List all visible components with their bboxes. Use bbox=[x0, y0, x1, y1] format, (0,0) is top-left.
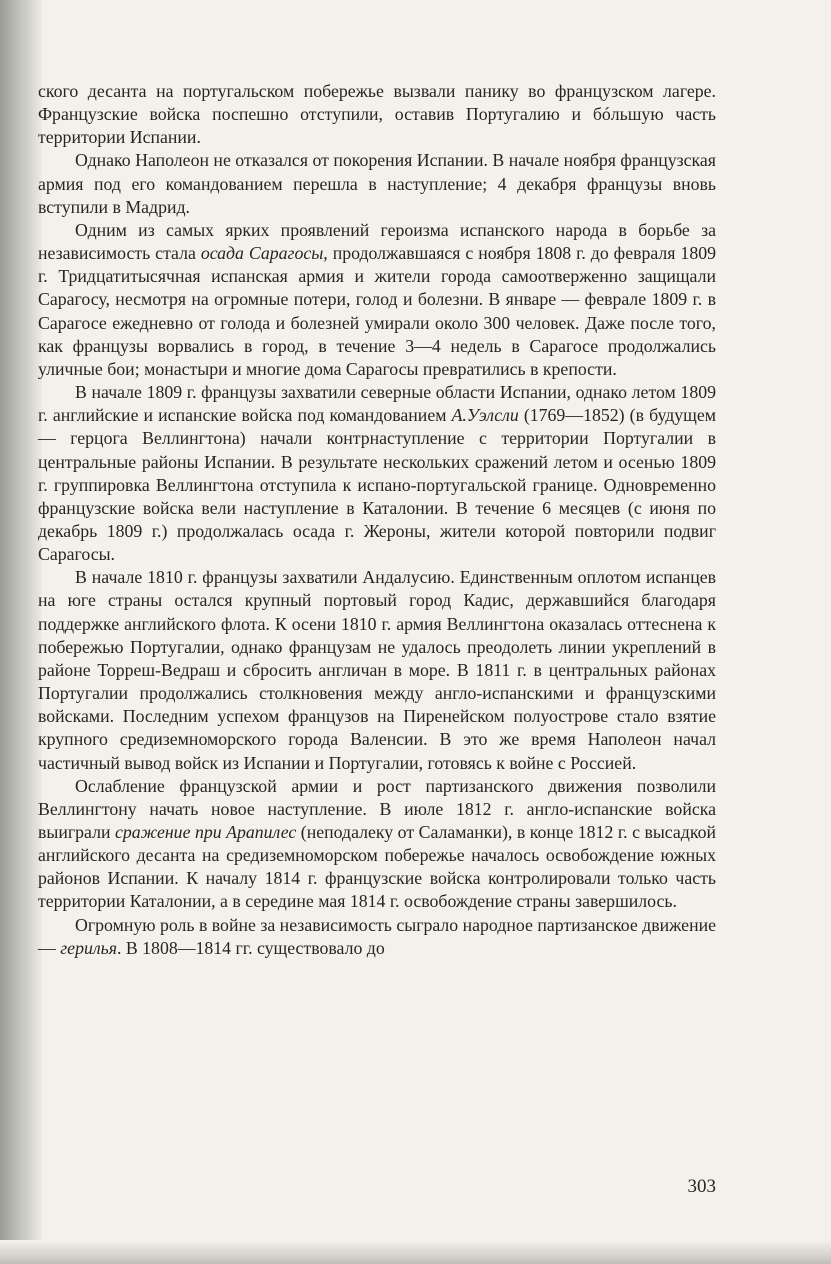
paragraph bbox=[38, 149, 716, 218]
text-run: Огромную роль в войне за независимость сыграло народное партизанское движение — bbox=[38, 914, 716, 958]
italic-term: осада Сарагосы bbox=[200, 243, 324, 264]
text-run: (1769—1852) (в будущем — герцога Веллингтона) начали контрнаступление с территории Португалии в центральные районы Испании. В результате нескольких сражений летом и осенью 1809 г. группировка Веллингтона отступила к испано-португальской границе. Одновременно французские войска вели наступление в Каталонии. В течение 6 месяцев (с июня по декабрь 1809 г.) продолжалась осада г. Жероны, жители которой повторили подвиг Сарагосы. bbox=[38, 405, 716, 565]
text-run: В начале 1809 г. французы захватили северные области Испании, однако летом 1809 г. английские и испанские войска под командованием bbox=[38, 382, 716, 426]
text-run: . В 1808—1814 гг. существовало до bbox=[116, 937, 385, 958]
text-run: ского десанта на португальском побережье вызвали панику во французском лагере. Французские войска поспешно отступили, оставив Португалию и бóльшую часть территории Испании. bbox=[38, 81, 716, 148]
page-bottom-edge bbox=[0, 1240, 831, 1264]
italic-term: сражение при Арапилес bbox=[114, 822, 297, 842]
italic-term: А.Уэлсли bbox=[451, 405, 519, 426]
paragraph bbox=[38, 80, 716, 149]
paragraph bbox=[38, 381, 716, 566]
italic-term: герилья bbox=[60, 937, 117, 958]
book-spine-shadow bbox=[0, 0, 42, 1264]
text-run: Однако Наполеон не отказался от покорения Испании. В начале ноября французская армия под его командованием перешла в наступление; 4 декабря французы вновь вступили в Мадрид. bbox=[38, 150, 716, 217]
text-run: Одним из самых ярких проявлений героизма испанского народа в борьбе за независимость стала bbox=[38, 219, 716, 264]
paragraph bbox=[38, 914, 716, 960]
body-text bbox=[38, 80, 716, 960]
text-run: Ослабление французской армии и рост партизанского движения позволили Веллингтону начать новое наступление. В июле 1812 г. англо-испанские войска выиграли bbox=[38, 775, 716, 842]
page-number: 303 bbox=[687, 1176, 716, 1197]
text-run: (неподалеку от Саламанки), в конце 1812 г. с высадкой английского десанта на средиземноморском побережье началось освобождение южных районов Испании. К началу 1814 г. французские войска контролировали только часть территории Каталонии, а в середине мая 1814 г. освобождение страны завершилось. bbox=[38, 822, 716, 912]
text-run: В начале 1810 г. французы захватили Андалусию. Единственным оплотом испанцев на юге страны остался крупный портовый город Кадис, державшийся благодаря поддержке английского флота. К осени 1810 г. армия Веллингтона оказалась оттеснена к побережью Португалии, однако французам не удалось преодолеть линии укреплений в районе Торреш-Ведраш и сбросить англичан в море. В 1811 г. в центральных районах Португалии продолжались столкновения между англо-испанскими и французскими войсками. Последним успехом французов на Пиренейском полуострове стало взятие крупного средиземноморского города Валенсии. В это же время Наполеон начал частичный вывод войск из Испании и Португалии, готовясь к войне с Россией. bbox=[38, 567, 716, 773]
paragraph bbox=[38, 566, 716, 774]
paragraph bbox=[38, 219, 716, 381]
paragraph bbox=[38, 775, 716, 914]
text-run: , продолжавшаяся с ноября 1808 г. до февраля 1809 г. Тридцатитысячная испанская армия и жители города самоотверженно защищали Сарагосу, несмотря на огромные потери, голод и болезни. В январе — феврале 1809 г. в Сарагосе ежедневно от голода и болезней умирали около 300 человек. Даже после того, как французы ворвались в город, в течение 3—4 недель в Сарагосе продолжались уличные бои; монастыри и многие дома Сарагосы превратились в крепости. bbox=[38, 243, 716, 379]
